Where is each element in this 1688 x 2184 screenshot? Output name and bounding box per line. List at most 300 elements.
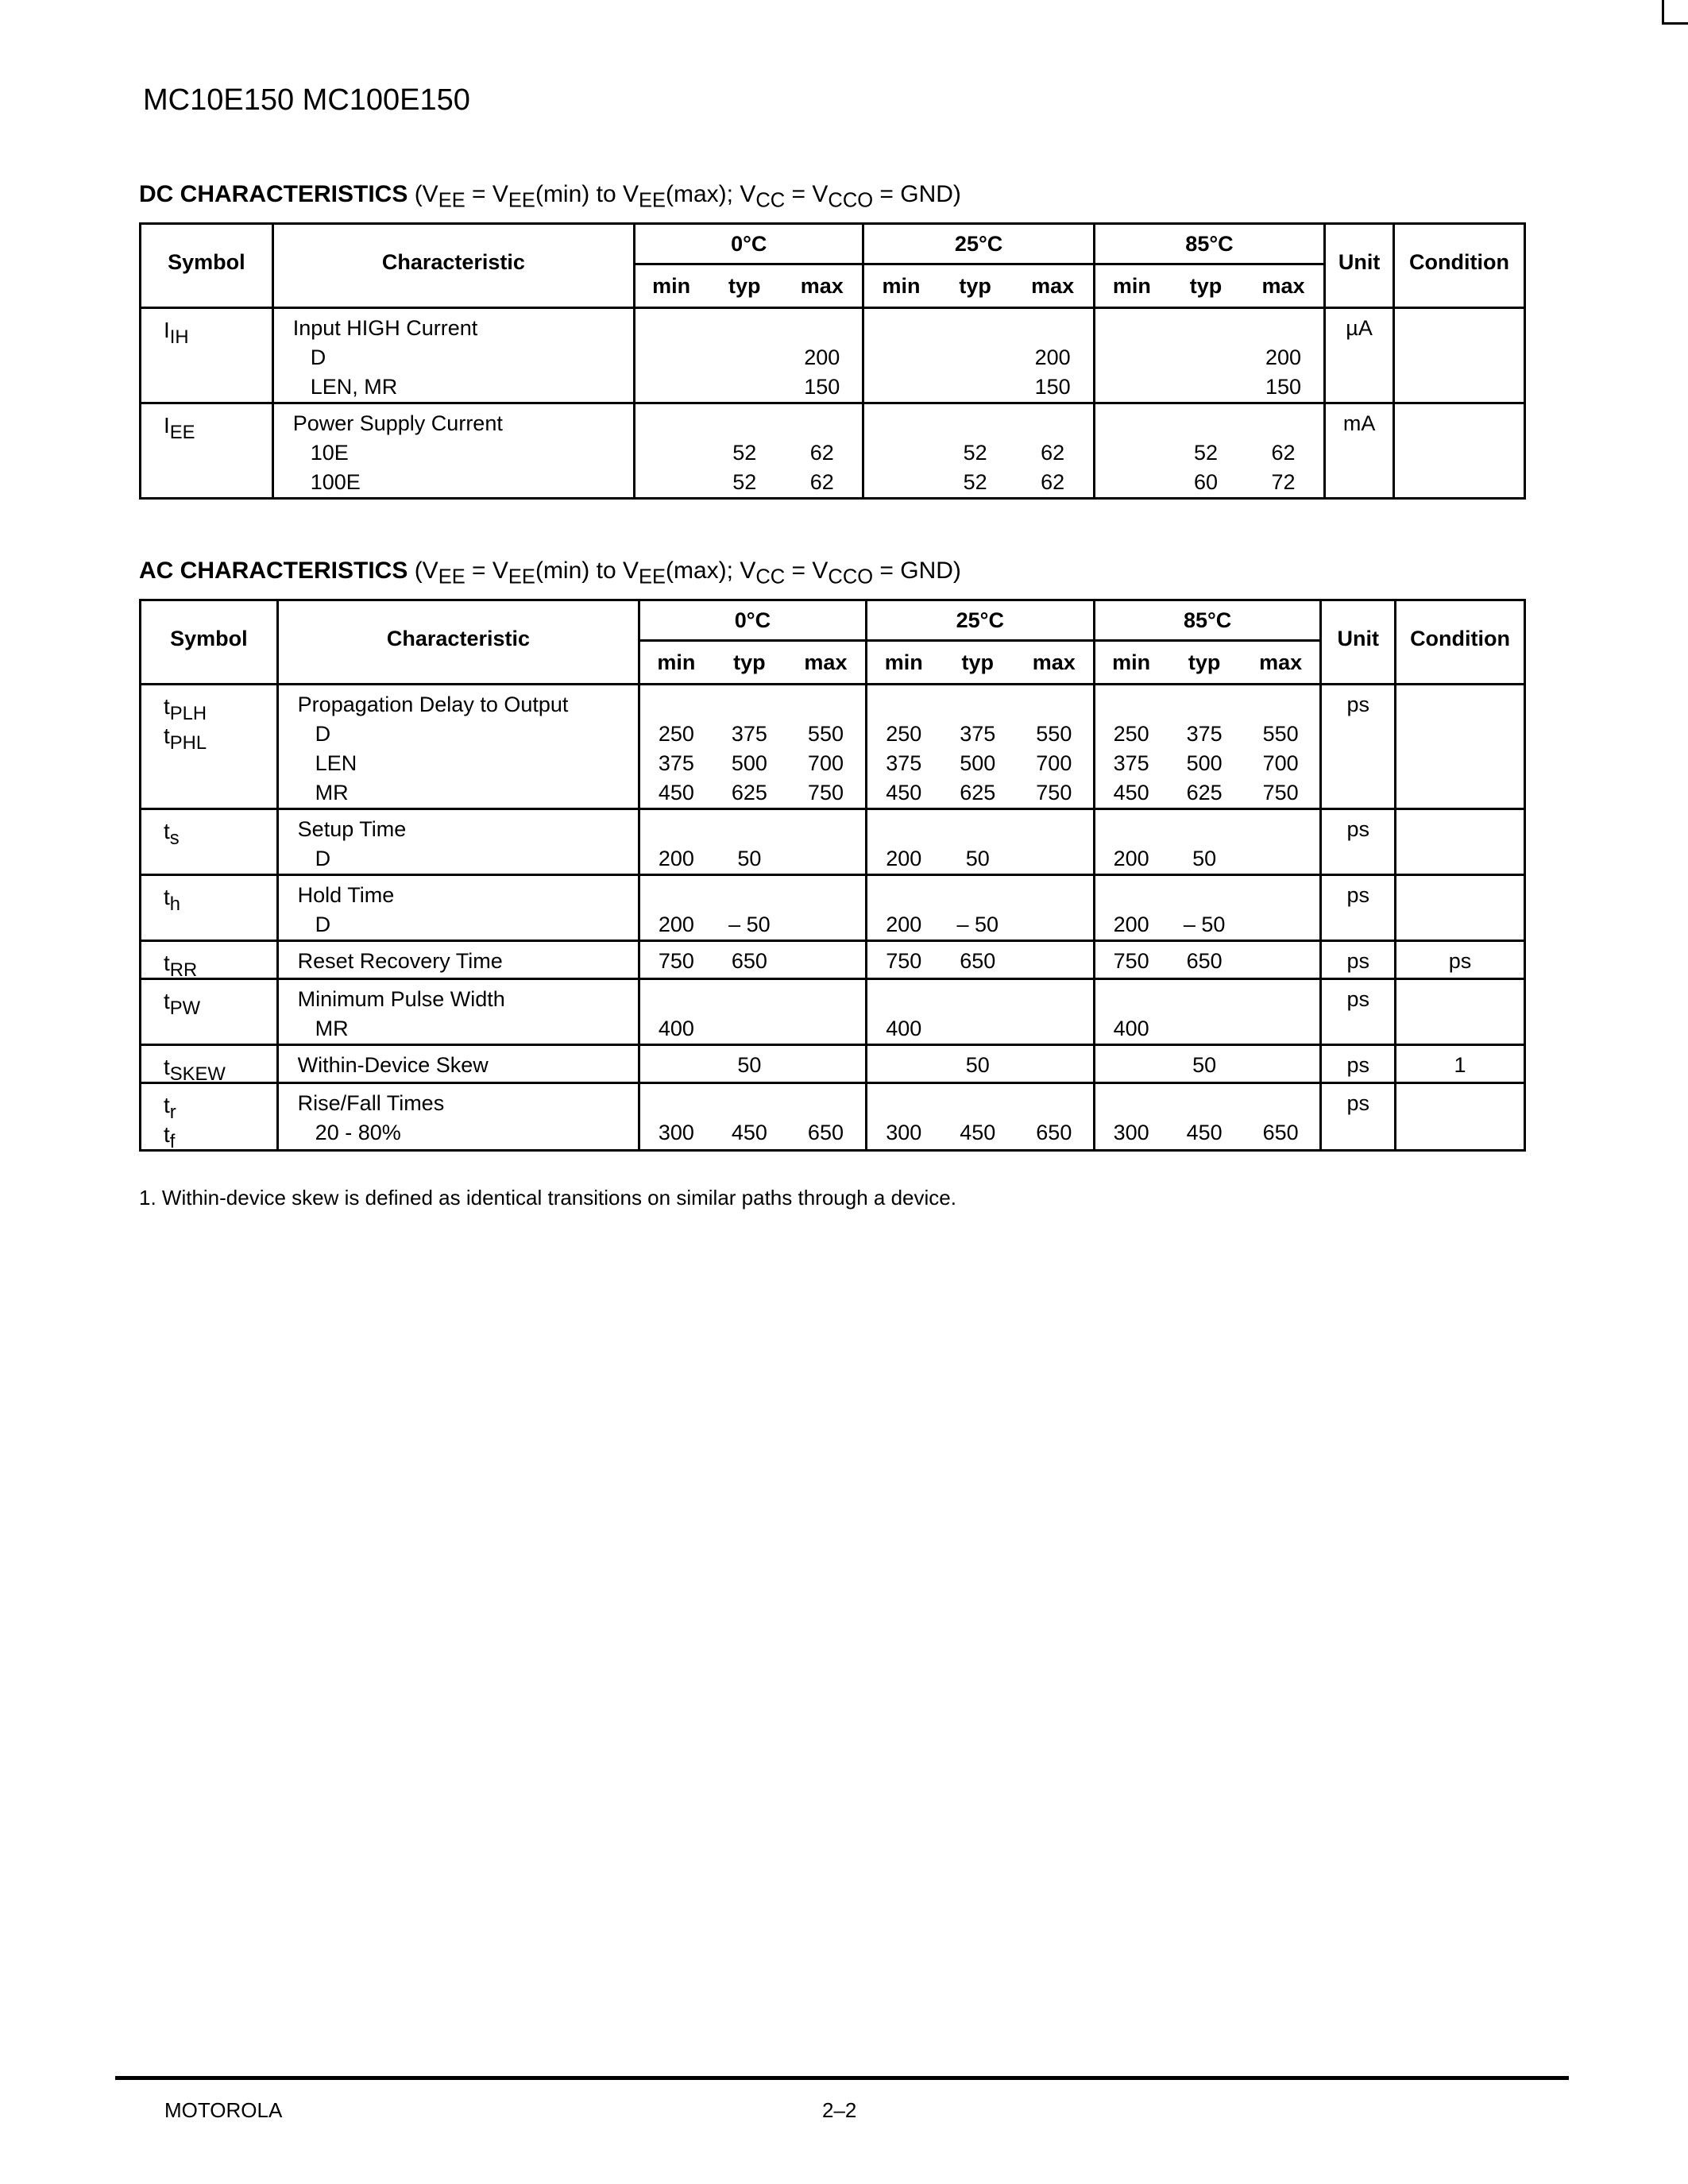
value-cell [1094, 1083, 1167, 1151]
characteristic-subitem: MR [315, 781, 349, 805]
value [941, 881, 1015, 910]
value: 50 [737, 1053, 762, 1077]
value [713, 1089, 787, 1118]
characteristic-subitem: MR [315, 1017, 349, 1040]
symbol-cell [141, 308, 273, 403]
symbol [164, 1052, 276, 1086]
value-cell [866, 809, 941, 875]
ac-footnote: 1. Within-device skew is defined as identical transitions on similar paths through a device. [139, 1186, 956, 1210]
value-cell [1167, 685, 1242, 809]
value: 250 [658, 722, 694, 746]
condition [1395, 314, 1524, 343]
value [635, 314, 707, 343]
value [1015, 1051, 1093, 1080]
value-cell [941, 941, 1015, 979]
value-cell [786, 1045, 866, 1083]
value-cell [1094, 875, 1167, 941]
header-typ: typ [733, 650, 766, 674]
value [640, 815, 712, 844]
table-row [141, 809, 1525, 875]
header-temp-85c: 85°C [1094, 600, 1320, 641]
characteristic-cell [277, 979, 639, 1045]
value: 62 [1041, 470, 1065, 494]
value: 50 [1192, 1053, 1217, 1077]
value [713, 815, 787, 844]
dc-title-condition: ($V_{EE} = V_{EE}(\min)$ to $V_{EE}(\max)$; $V_{CC} = V_{CCO} = GND$) [414, 181, 961, 212]
symbol [164, 1090, 276, 1124]
unit: µA [1346, 316, 1373, 340]
value [864, 372, 937, 402]
value-cell [1242, 941, 1321, 979]
table-row [141, 1083, 1525, 1151]
value: 700 [1262, 751, 1299, 775]
unit: mA [1342, 411, 1376, 435]
value-cell [1094, 1045, 1167, 1083]
value-cell [1015, 941, 1095, 979]
value: 750 [886, 949, 922, 973]
symbol-subscript: r [169, 1102, 176, 1124]
unit-cell [1325, 308, 1394, 403]
value: 375 [658, 751, 694, 775]
value: 200 [886, 913, 922, 936]
value [864, 314, 937, 343]
value: 550 [1262, 722, 1299, 746]
value: 62 [809, 470, 834, 494]
value [635, 372, 707, 402]
value [1095, 372, 1168, 402]
value-cell [786, 979, 866, 1045]
symbol-subscript: f [169, 1131, 176, 1153]
value: 250 [886, 722, 922, 746]
value [1167, 815, 1242, 844]
value: 450 [1186, 1121, 1223, 1144]
condition-cell [1396, 685, 1525, 809]
value: 52 [963, 470, 987, 494]
value-cell [786, 941, 866, 979]
symbol-subscript: s [169, 828, 180, 850]
value-cell [786, 1083, 866, 1151]
value [635, 468, 707, 497]
symbol-cell [141, 685, 278, 809]
value [941, 690, 1015, 720]
characteristic-cell [277, 875, 639, 941]
unit: ps [1346, 693, 1369, 716]
symbol-cell [141, 875, 278, 941]
value: 400 [886, 1017, 922, 1040]
value: 300 [886, 1121, 922, 1144]
symbol-cell [141, 1045, 278, 1086]
value [1015, 881, 1093, 910]
value-cell [639, 809, 713, 875]
value [1095, 314, 1168, 343]
header-symbol: Symbol [141, 224, 273, 308]
value-cell [1242, 875, 1321, 941]
value: – 50 [956, 913, 999, 936]
value-cell [639, 979, 713, 1045]
value: 450 [658, 781, 694, 805]
value: 62 [1271, 441, 1296, 465]
value [1095, 409, 1168, 438]
value [1095, 985, 1167, 1014]
value [713, 881, 787, 910]
value-cell [1167, 1083, 1242, 1151]
symbol [164, 986, 276, 1020]
unit: ps [1346, 949, 1369, 973]
header-temp-25c: 25°C [866, 600, 1094, 641]
condition-cell [1394, 403, 1525, 499]
value [867, 1089, 941, 1118]
characteristic-name: Input HIGH Current [292, 316, 478, 340]
value [867, 881, 941, 910]
value: 375 [1186, 722, 1223, 746]
value [782, 409, 862, 438]
value [941, 815, 1015, 844]
value [786, 881, 864, 910]
header-min: min [639, 641, 713, 685]
value [1015, 690, 1093, 720]
header-characteristic: Characteristic [277, 600, 639, 685]
ac-title-bold: AC CHARACTERISTICS [139, 558, 408, 584]
value: 750 [658, 949, 694, 973]
header-max: max [1012, 264, 1094, 308]
value: 625 [1186, 781, 1223, 805]
unit: ps [1346, 987, 1369, 1011]
value-cell [639, 941, 713, 979]
value: 650 [1262, 1121, 1299, 1144]
page-corner-mark [1662, 0, 1688, 25]
value [867, 690, 941, 720]
condition-cell [1396, 941, 1525, 979]
symbol-cell [141, 979, 278, 1045]
value: 52 [732, 470, 757, 494]
value-cell [786, 875, 866, 941]
value: 200 [1034, 345, 1071, 369]
dc-characteristics-table [139, 222, 1526, 500]
header-temp-25c: 25°C [863, 224, 1094, 264]
value [864, 409, 937, 438]
value [1168, 343, 1243, 372]
condition [1396, 881, 1524, 910]
value: – 50 [1183, 913, 1226, 936]
value [1095, 1051, 1167, 1080]
characteristic-name: Propagation Delay to Output [297, 693, 569, 716]
dc-section-title [139, 181, 961, 212]
unit-cell [1325, 403, 1394, 499]
symbol-cell [141, 941, 278, 982]
ac-section-title [139, 558, 961, 588]
value [635, 438, 707, 468]
value-cell [713, 1045, 787, 1083]
symbol-base: t [164, 819, 170, 843]
value-cell [1167, 941, 1242, 979]
characteristic-subitem: D [315, 847, 331, 870]
symbol [164, 721, 276, 754]
value-cell [866, 941, 941, 979]
value-cell [782, 308, 863, 403]
condition-cell [1396, 875, 1525, 941]
value [1242, 844, 1319, 874]
value-cell [1242, 809, 1321, 875]
symbol [164, 948, 276, 982]
value [707, 372, 782, 402]
header-symbol: Symbol [141, 600, 278, 685]
table-row [141, 875, 1525, 941]
value: 200 [658, 847, 694, 870]
symbol-base: t [164, 1122, 170, 1147]
unit: ps [1346, 1091, 1369, 1115]
condition [1396, 985, 1524, 1014]
value: – 50 [728, 913, 771, 936]
value [941, 1089, 1015, 1118]
value-cell [941, 1045, 1015, 1083]
value [941, 1014, 1015, 1044]
value [1095, 438, 1168, 468]
value [640, 1089, 712, 1118]
condition: 1 [1454, 1053, 1466, 1077]
symbol [164, 1120, 276, 1153]
value [1242, 1089, 1319, 1118]
value [1095, 881, 1167, 910]
value [1242, 910, 1319, 940]
table-row [141, 403, 1525, 499]
value-cell [786, 685, 866, 809]
symbol-subscript: PW [169, 997, 201, 1020]
value-cell [1167, 979, 1242, 1045]
symbol-base: t [164, 989, 170, 1013]
header-unit: Unit [1325, 224, 1394, 308]
value [1015, 985, 1093, 1014]
value-cell [941, 1083, 1015, 1151]
dc-title-bold: DC CHARACTERISTICS [139, 181, 408, 207]
value: 700 [1036, 751, 1072, 775]
value-cell [1242, 979, 1321, 1045]
value-cell [1094, 403, 1168, 499]
value [867, 815, 941, 844]
value [1167, 690, 1242, 720]
symbol-base: I [164, 413, 170, 438]
value: 200 [1113, 913, 1149, 936]
condition-cell [1396, 979, 1525, 1045]
value [938, 409, 1013, 438]
symbol-subscript: h [169, 893, 181, 916]
characteristic-name: Reset Recovery Time [297, 949, 503, 973]
value: 750 [1262, 781, 1299, 805]
value [1243, 314, 1323, 343]
value: 52 [1193, 441, 1218, 465]
symbol [164, 411, 272, 444]
value: 375 [731, 722, 767, 746]
symbol-subscript: SKEW [169, 1063, 226, 1086]
characteristic-name: Rise/Fall Times [297, 1091, 445, 1115]
condition [1395, 409, 1524, 438]
value-cell [713, 685, 787, 809]
header-typ: typ [728, 273, 761, 298]
value [1095, 815, 1167, 844]
value-cell [707, 403, 782, 499]
value: 625 [960, 781, 996, 805]
value [1242, 1051, 1319, 1080]
characteristic-subitem: D [315, 722, 331, 746]
value [1168, 314, 1243, 343]
characteristic-subitem: 10E [310, 441, 349, 465]
table-row [141, 308, 1525, 403]
value: 450 [960, 1121, 996, 1144]
value-cell [941, 685, 1015, 809]
condition-cell [1396, 809, 1525, 875]
value-cell [866, 1045, 941, 1083]
value-cell [713, 875, 787, 941]
value: 200 [886, 847, 922, 870]
condition [1396, 1089, 1524, 1118]
value: 450 [731, 1121, 767, 1144]
footer-company: MOTOROLA [164, 2098, 283, 2122]
value: 50 [1192, 847, 1217, 870]
value [713, 1014, 787, 1044]
value [1015, 844, 1093, 874]
value-cell [938, 308, 1013, 403]
value-cell [1168, 403, 1243, 499]
value: 625 [731, 781, 767, 805]
value [713, 690, 787, 720]
value [938, 314, 1013, 343]
header-min: min [1094, 641, 1167, 685]
ac-characteristics-table [139, 599, 1526, 1152]
value-cell [1015, 1083, 1095, 1151]
characteristic-name: Power Supply Current [292, 411, 503, 435]
header-min: min [866, 641, 941, 685]
value-cell [635, 403, 708, 499]
condition-cell [1396, 1045, 1525, 1083]
characteristic-cell [277, 809, 639, 875]
header-row-temperatures [141, 224, 1525, 264]
symbol-base: t [164, 1055, 170, 1079]
value [1095, 690, 1167, 720]
value [1242, 815, 1319, 844]
value: 400 [658, 1017, 694, 1040]
condition [1396, 815, 1524, 844]
symbol-subscript: RR [169, 959, 198, 982]
characteristic-subitem: D [310, 345, 326, 369]
value: 60 [1193, 470, 1218, 494]
value: 750 [1036, 781, 1072, 805]
value-cell [782, 403, 863, 499]
value [707, 343, 782, 372]
unit-cell [1321, 809, 1396, 875]
value: 300 [1113, 1121, 1149, 1144]
header-max: max [1242, 641, 1321, 685]
value [1012, 314, 1092, 343]
value [635, 409, 707, 438]
value: 150 [1034, 375, 1071, 399]
value-cell [938, 403, 1013, 499]
symbol-subscript: IH [169, 326, 189, 349]
value: 450 [1113, 781, 1149, 805]
value [941, 985, 1015, 1014]
header-max: max [782, 264, 863, 308]
value-cell [941, 875, 1015, 941]
value: 400 [1113, 1017, 1149, 1040]
value: 200 [658, 913, 694, 936]
characteristic-name: Hold Time [297, 883, 395, 907]
header-typ: typ [959, 273, 991, 298]
value-cell [1243, 403, 1325, 499]
value [786, 815, 864, 844]
value-cell [639, 685, 713, 809]
value: 50 [965, 847, 990, 870]
value: 50 [965, 1053, 990, 1077]
value [1168, 409, 1243, 438]
value [1242, 947, 1319, 976]
symbol-subscript: PHL [169, 732, 207, 754]
value: 500 [731, 751, 767, 775]
value [864, 438, 937, 468]
symbol [164, 315, 272, 349]
value [786, 1014, 864, 1044]
value-cell [1242, 685, 1321, 809]
symbol-subscript: PLH [169, 703, 207, 725]
value: 750 [807, 781, 844, 805]
value: 52 [963, 441, 987, 465]
value [1095, 1089, 1167, 1118]
value: 650 [731, 949, 767, 973]
header-unit: Unit [1321, 600, 1396, 685]
value-cell [1015, 979, 1095, 1045]
characteristic-cell [272, 308, 634, 403]
value [707, 409, 782, 438]
value: 200 [804, 345, 840, 369]
value [786, 844, 864, 874]
value: 650 [1186, 949, 1223, 973]
header-temp-85c: 85°C [1094, 224, 1324, 264]
characteristic-name: Minimum Pulse Width [297, 987, 505, 1011]
value [867, 985, 941, 1014]
unit-cell [1321, 941, 1396, 979]
unit-cell [1321, 979, 1396, 1045]
value: 300 [658, 1121, 694, 1144]
value: 62 [809, 441, 834, 465]
header-max: max [1243, 264, 1325, 308]
unit-cell [1321, 685, 1396, 809]
unit: ps [1346, 817, 1369, 841]
condition-cell [1394, 308, 1525, 403]
characteristic-subitem: 100E [310, 470, 361, 494]
value-cell [1167, 875, 1242, 941]
symbol [164, 816, 276, 850]
value [635, 343, 707, 372]
value-cell [1094, 941, 1167, 979]
value [786, 1089, 864, 1118]
value-cell [866, 875, 941, 941]
value: 250 [1113, 722, 1149, 746]
value: 750 [1113, 949, 1149, 973]
value: 200 [1265, 345, 1302, 369]
condition [1396, 690, 1524, 720]
symbol-base: t [164, 951, 170, 975]
value [938, 343, 1013, 372]
characteristic-cell [277, 685, 639, 809]
value: 450 [886, 781, 922, 805]
value [1167, 1089, 1242, 1118]
value: 500 [1186, 751, 1223, 775]
header-min: min [635, 264, 708, 308]
value: 700 [807, 751, 844, 775]
header-typ: typ [1189, 273, 1223, 298]
value [1015, 1089, 1093, 1118]
value [1012, 409, 1092, 438]
value [1015, 910, 1093, 940]
header-temp-0c: 0°C [639, 600, 866, 641]
symbol-cell [141, 1083, 278, 1151]
